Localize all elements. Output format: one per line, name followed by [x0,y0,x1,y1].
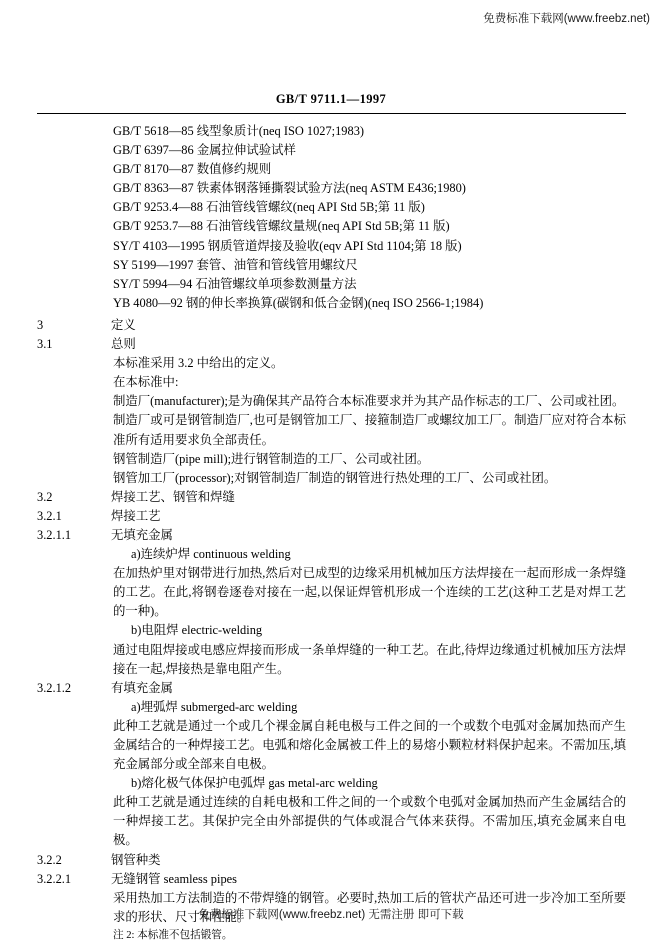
watermark-bottom: 免费标准下载网(www.freebz.net) 无需注册 即可下载 [198,909,464,921]
section-number: 3.2 [37,489,53,504]
section-number: 3.2.1 [37,508,62,523]
section-number: 3.1 [37,337,53,352]
section-title: 有填充金属 [111,680,173,695]
section-title: 焊接工艺 [111,508,161,523]
paragraph: 通过电阻焊接或电感应焊接而形成一条单焊缝的一种工艺。在此,待焊边缘通过机械加压方法焊接在一起,焊接热是靠电阻产生。 [113,642,626,676]
paragraph: 本标准采用 3.2 中给出的定义。 [113,356,284,371]
paragraph: 采用热加工方法制造的不带焊缝的钢管。必要时,热加工后的管状产品还可进一步冷加工至所要求的形状、尺寸和性能。 [113,890,626,924]
paragraph: 钢管加工厂(processor);对钢管制造厂制造的钢管进行热处理的工厂、公司或社团。 [113,470,557,485]
section-heading-3-2-1-1 [37,526,626,545]
list-item: GB/T 5618—85 线型象质计(neq ISO 1027;1983) [113,124,365,138]
list-item: GB/T 9253.4—88 石油管线管螺纹(neq API Std 5B;第 11 版) [113,200,425,215]
note: 注 2: 本标准不包括锻管。 [113,929,233,941]
header-divider [37,113,626,114]
section-number: 3.2.2.1 [37,871,72,886]
sub-item-a: a)埋弧焊 submerged-arc welding [131,699,298,714]
paragraph: 制造厂(manufacturer);是为确保其产品符合本标准要求并为其产品作标志的工厂、公司或社团。 [113,394,625,409]
page-header-title: GB/T 9711.1—1997 [275,92,387,106]
sub-item-b: b)电阻焊 electric-welding [131,623,263,638]
section-number: 3.2.1.2 [37,680,72,695]
section-title: 钢管种类 [111,852,161,867]
list-item: GB/T 9253.7—88 石油管线管螺纹量规(neq API Std 5B;第 11 版) [113,219,450,234]
paragraph: 在加热炉里对钢带进行加热,然后对已成型的边缘采用机械加压方法焊接在一起而形成一条焊缝的工艺。在此,将钢卷逐卷对接在一起,以保证焊管机形成一个连续的工艺(这种工艺是对焊工艺的一种)。 [113,566,626,619]
paragraph: 钢管制造厂(pipe mill);进行钢管制造的工厂、公司或社团。 [113,451,430,466]
section-heading-3-2-1-2 [37,679,626,698]
list-item: GB/T 8170—87 数值修约规则 [113,162,272,177]
section-heading-3-1 [37,335,626,354]
paragraph: 此种工艺就是通过连续的自耗电极和工件之间的一个或数个电弧对金属加热而产生金属结合的一种焊接工艺。其保护完全由外部提供的气体或混合气体来获得。不需加压,填充金属来自电极。 [113,795,626,848]
section-number: 3 [37,317,44,332]
section-heading-3-2-1 [37,507,626,526]
paragraph: 此种工艺就是通过一个或几个裸金属自耗电极与工件之间的一个或数个电弧对金属加热而产生金属结合的一种焊接工艺。电弧和熔化金属被工件上的易熔小颗粒材料保护起来。不需加压,填充金属部分或全部来自电极。 [113,718,626,772]
section-title: 总则 [111,337,136,352]
section-title: 无填充金属 [111,527,173,542]
sub-item-a: a)连续炉焊 continuous welding [131,547,291,562]
list-item: YB 4080—92 钢的伸长率换算(碳钢和低合金钢)(neq ISO 2566-1;1984) [113,295,484,310]
list-item: SY/T 4103—1995 钢质管道焊接及验收(eqv API Std 1104;第 18 版) [113,238,462,253]
paragraph: 制造厂或可是钢管制造厂,也可是钢管加工厂、接箍制造厂或螺纹加工厂。制造厂应对符合本标准所有适用要求负全部责任。 [113,413,626,447]
list-item: SY 5199—1997 套管、油管和管线管用螺纹尺 [113,257,358,272]
sub-item-b: b)熔化极气体保护电弧焊 gas metal-arc welding [131,776,378,791]
document-body [37,122,626,944]
paragraph: 在本标准中: [113,375,179,390]
section-heading-3-2 [37,488,626,507]
section-heading-3-2-2-1 [37,870,626,889]
list-item: GB/T 6397—86 金属拉伸试验试样 [113,143,296,158]
section-title: 无缝钢管 seamless pipes [111,871,237,886]
section-heading-3 [37,316,626,335]
list-item: SY/T 5994—94 石油管螺纹单项参数测量方法 [113,276,357,291]
section-heading-3-2-2 [37,851,626,870]
section-title: 焊接工艺、钢管和焊缝 [111,489,235,504]
section-number: 3.2.2 [37,852,62,867]
list-item: GB/T 8363—87 铁素体钢落锤撕裂试验方法(neq ASTM E436;1980) [113,181,466,196]
section-number: 3.2.1.1 [37,527,72,542]
referenced-standards-list [37,122,626,313]
watermark-top: 免费标准下载网(www.freebz.net) [483,13,650,25]
section-title: 定义 [111,317,136,332]
